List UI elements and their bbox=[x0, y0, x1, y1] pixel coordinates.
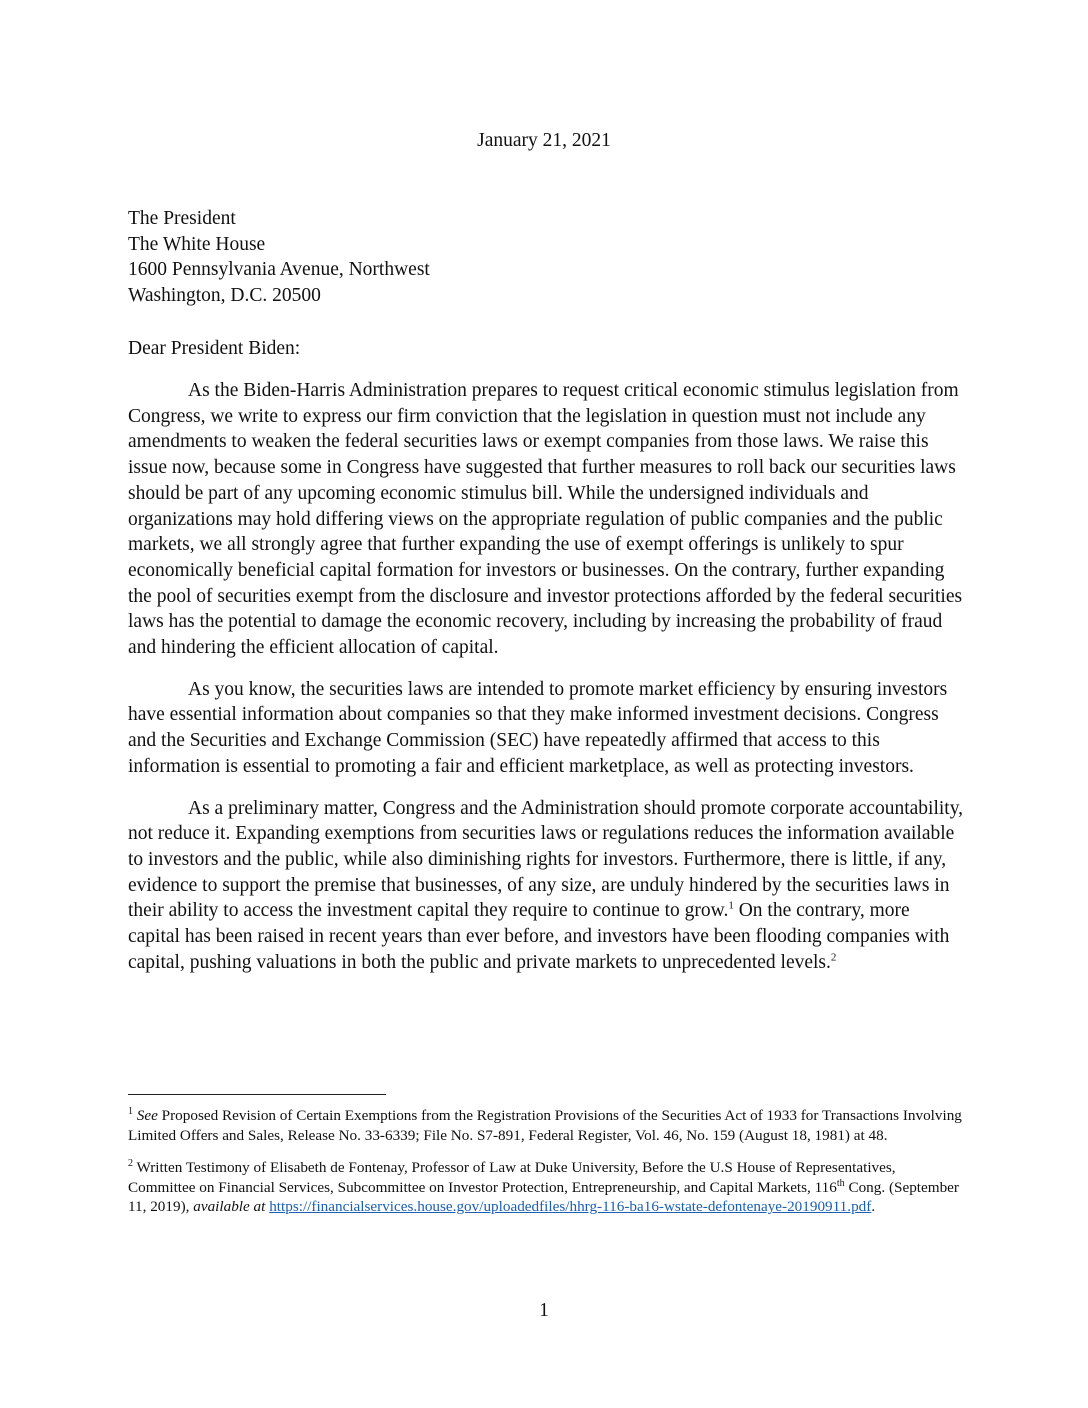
footnote-reference: 2 bbox=[830, 951, 837, 964]
page-number: 1 bbox=[539, 1300, 549, 1321]
footnote-text: Cong. (September 11, 2019), bbox=[128, 1178, 959, 1216]
footnote-text: Proposed Revision of Certain Exemptions from the Registration Provisions of the Securities Act of 1933 for Transactions Involving Limited Offers and Sales, Release No. 33-6339; File No. S7-891, Federal Register, Vol. 46, No. 159 (August 18, 1981) at 48. bbox=[128, 1107, 962, 1144]
address-line: The White House bbox=[128, 233, 266, 255]
paragraph-text: On the contrary, more capital has been raised in recent years than ever before, and investors have been flooding companies with capital, pushing valuations in both the public and private markets to unprecedented levels. bbox=[128, 900, 950, 973]
paragraph-text: As a preliminary matter, Congress and the Administration should promote corporate accountability, not reduce it. Expanding exemptions from securities laws or regulations reduces the information available to investors and the public, while also diminishing rights for investors. Furthermore, there is little, if any, evidence to support the premise that businesses, of any size, are unduly hindered by the securities laws in their ability to access the investment capital they require to continue to grow. bbox=[128, 797, 964, 922]
ordinal-suffix: th bbox=[836, 1177, 845, 1189]
footnote-number: 1 bbox=[128, 1105, 133, 1117]
footnote-divider bbox=[128, 1094, 386, 1095]
footnote-1 bbox=[128, 1106, 964, 1145]
footnote-number: 2 bbox=[128, 1158, 133, 1170]
body-paragraph: As the Biden-Harris Administration prepares to request critical economic stimulus legislation from Congress, we write to express our firm conviction that the legislation in question must not include any amendments to weaken the federal securities laws or exempt companies from those laws. We raise this issue now, because some in Congress have suggested that further measures to roll back our securities laws should be part of any upcoming economic stimulus bill. While the undersigned individuals and organizations may hold differing views on the appropriate regulation of public companies and the public markets, we all strongly agree that further expanding the use of exempt offerings is unlikely to spur economically beneficial capital formation for investors or businesses. On the contrary, further expanding the pool of securities exempt from the disclosure and investor protections afforded by the federal securities laws has the potential to damage the economic recovery, including by increasing the probability of fraud and hindering the efficient allocation of capital. bbox=[128, 380, 963, 659]
letter-body bbox=[128, 378, 964, 991]
footnote-text: Written Testimony of Elisabeth de Fontenay, Professor of Law at Duke University, Before the U.S House of Representatives, Committee on Financial Services, Subcommittee on Investor Protection, Entrepreneurship, and Capital Markets, 116 bbox=[128, 1159, 896, 1196]
footnote-2 bbox=[128, 1158, 964, 1217]
footnote-reference: 1 bbox=[728, 899, 734, 912]
footnotes bbox=[128, 1106, 964, 1230]
letter-date: January 21, 2021 bbox=[477, 130, 611, 151]
address-line: 1600 Pennsylvania Avenue, Northwest bbox=[128, 259, 430, 280]
salutation: Dear President Biden: bbox=[128, 338, 301, 359]
address-line: Washington, D.C. 20500 bbox=[128, 284, 321, 306]
footnote-signal: available at bbox=[193, 1198, 266, 1216]
recipient-address bbox=[128, 206, 430, 308]
body-paragraph bbox=[128, 796, 964, 976]
footnote-link[interactable]: https://financialservices.house.gov/uploadedfiles/hhrg-116-ba16-wstate-defontenaye-20190911.pdf bbox=[269, 1198, 872, 1216]
footnote-text: . bbox=[871, 1198, 876, 1216]
body-paragraph: As you know, the securities laws are intended to promote market efficiency by ensuring investors have essential information about companies so that they make informed investment decisions. Congress and the Securities and Exchange Commission (SEC) have repeatedly affirmed that access to this information is essential to promoting a fair and efficient marketplace, as well as protecting investors. bbox=[128, 678, 948, 777]
footnote-signal: See bbox=[136, 1107, 158, 1124]
address-line: The President bbox=[128, 208, 236, 229]
